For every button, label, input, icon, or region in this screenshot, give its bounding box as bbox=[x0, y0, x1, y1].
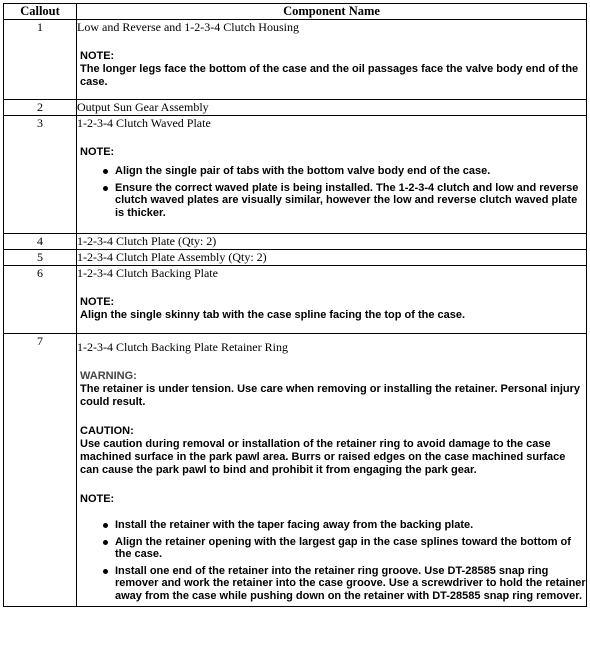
note-text: Align the single skinny tab with the case spline facing the top of the case. bbox=[80, 309, 466, 321]
note-label: NOTE: bbox=[80, 296, 115, 308]
note-text: The longer legs face the bottom of the case and the oil passages face the valve body end of the case. bbox=[80, 63, 579, 88]
component-cell bbox=[77, 234, 587, 250]
component-cell bbox=[77, 100, 587, 116]
table-row bbox=[4, 20, 587, 100]
warning-label: WARNING: bbox=[80, 370, 137, 382]
bullet-icon bbox=[103, 186, 108, 191]
bullet-icon bbox=[103, 169, 108, 174]
warning-text: The retainer is under tension. Use care when removing or installing the retainer. Personal injury could result. bbox=[80, 383, 581, 408]
callout-number: 4 bbox=[4, 234, 77, 250]
note-bullet-item bbox=[77, 519, 586, 532]
callout-number: 7 bbox=[4, 334, 77, 607]
component-cell bbox=[77, 116, 587, 234]
callout-number: 6 bbox=[4, 266, 77, 334]
callout-number: 2 bbox=[4, 100, 77, 116]
caution-text: Use caution during removal or installation of the retainer ring to avoid damage to the case machined surface in the park pawl area. Burrs or raised edges on the case machined surface can cause the park pawl to bind and prohibit it from engaging the park gear. bbox=[80, 438, 566, 476]
callout-header: Callout bbox=[4, 4, 77, 20]
note-bullet-text: Ensure the correct waved plate is being installed. The 1-2-3-4 clutch and low and reverse clutch waved plates are visually similar, however the low and reverse clutch waved plate is thicker. bbox=[115, 181, 579, 219]
table-row bbox=[4, 116, 587, 234]
note-bullet-item bbox=[77, 182, 586, 220]
component-name-header: Component Name bbox=[77, 4, 587, 20]
component-name: Output Sun Gear Assembly bbox=[77, 100, 209, 114]
component-name: Low and Reverse and 1-2-3-4 Clutch Housing bbox=[77, 20, 299, 34]
component-name: 1-2-3-4 Clutch Backing Plate Retainer Ring bbox=[77, 340, 288, 354]
component-name: 1-2-3-4 Clutch Backing Plate bbox=[77, 266, 218, 280]
note-bullet-list bbox=[77, 165, 586, 219]
bullet-icon bbox=[103, 569, 108, 574]
bullet-icon bbox=[103, 523, 108, 528]
component-cell bbox=[77, 334, 587, 607]
note-label: NOTE: bbox=[80, 146, 115, 158]
note-label: NOTE: bbox=[80, 50, 115, 62]
caution-label: CAUTION: bbox=[80, 425, 134, 437]
component-cell bbox=[77, 266, 587, 334]
table-row bbox=[4, 100, 587, 116]
note-bullet-text: Install one end of the retainer into the retainer ring groove. Use DT-28585 snap ring remover and work the retainer into the case groove. Use a screwdriver to hold the retainer away from the case while pushing down on the retainer with DT-28585 snap ring remover. bbox=[115, 564, 586, 602]
note-bullet-item bbox=[77, 565, 586, 603]
component-name: 1-2-3-4 Clutch Plate (Qty: 2) bbox=[77, 234, 217, 248]
table-row bbox=[4, 266, 587, 334]
component-name: 1-2-3-4 Clutch Waved Plate bbox=[77, 116, 211, 130]
component-cell bbox=[77, 20, 587, 100]
table-row bbox=[4, 334, 587, 607]
note-bullet-text: Align the single pair of tabs with the bottom valve body end of the case. bbox=[115, 165, 491, 177]
component-cell bbox=[77, 250, 587, 266]
table-header-row bbox=[4, 4, 587, 20]
table-row bbox=[4, 250, 587, 266]
component-table bbox=[3, 3, 587, 607]
note-bullet-text: Align the retainer opening with the largest gap in the case splines toward the bottom of the case. bbox=[115, 535, 571, 560]
callout-number: 3 bbox=[4, 116, 77, 234]
callout-number: 1 bbox=[4, 20, 77, 100]
callout-number: 5 bbox=[4, 250, 77, 266]
component-name: 1-2-3-4 Clutch Plate Assembly (Qty: 2) bbox=[77, 250, 267, 264]
note-bullet-text: Install the retainer with the taper facing away from the backing plate. bbox=[115, 519, 474, 531]
table-row bbox=[4, 234, 587, 250]
bullet-icon bbox=[103, 540, 108, 545]
note-label: NOTE: bbox=[80, 493, 115, 505]
note-bullet-item bbox=[77, 536, 586, 561]
note-bullet-list bbox=[77, 519, 586, 602]
note-bullet-item bbox=[77, 165, 586, 178]
